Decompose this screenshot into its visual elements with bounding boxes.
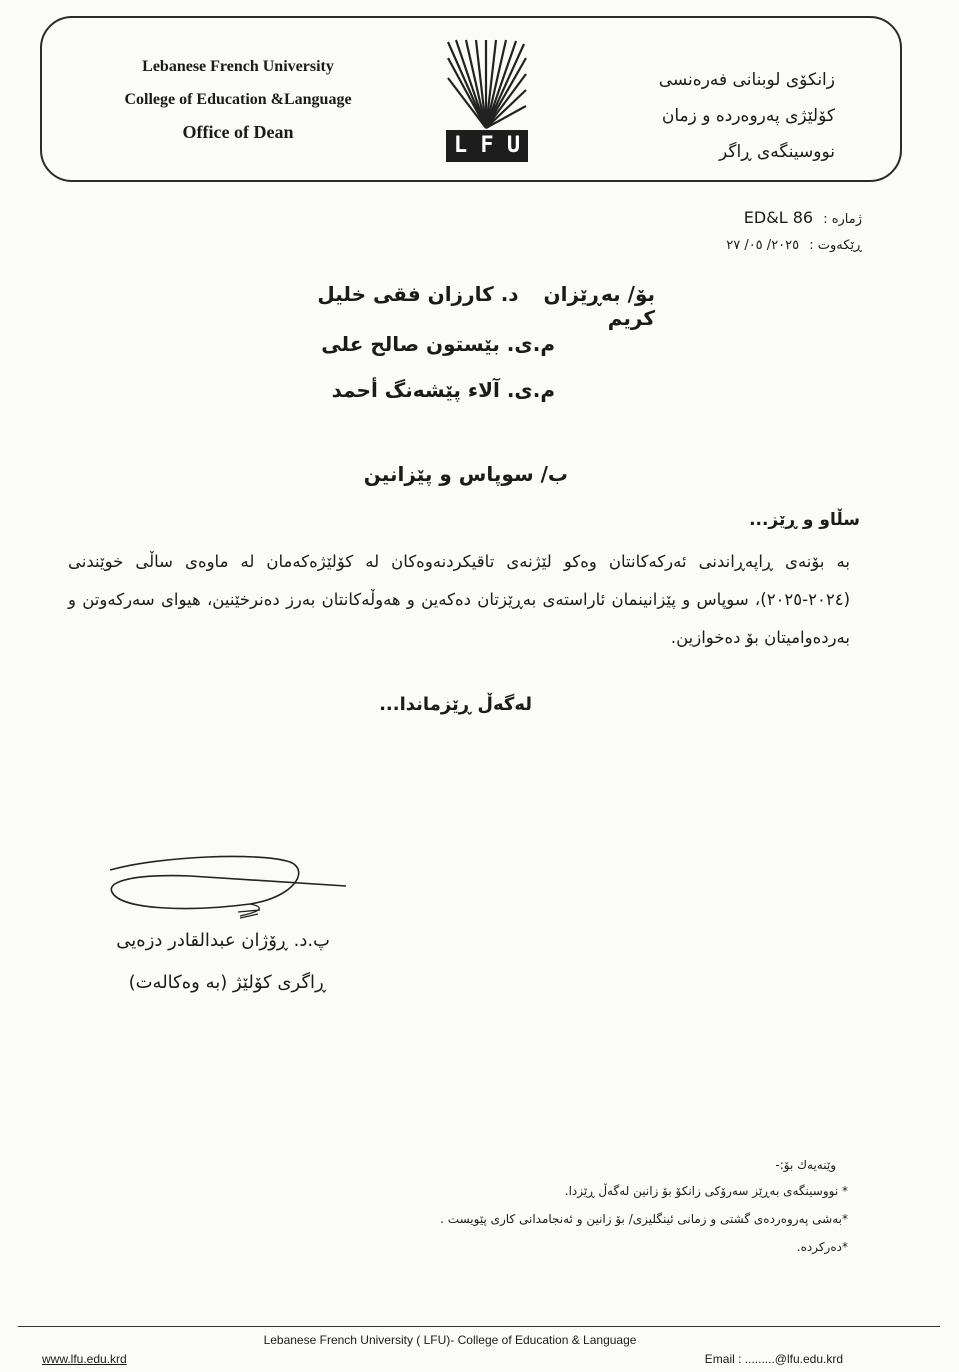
copy-item-1: * نووسینگەی بەڕێز سەرۆكی زانكۆ بۆ زانین لەگەڵ ڕێزدا. <box>564 1184 848 1198</box>
reference-number <box>640 208 862 227</box>
greeting: سڵاو و ڕێز... <box>749 510 860 530</box>
reference-date <box>640 238 862 253</box>
signatory-title: ڕاگری كۆلێژ (بە وەكالەت) <box>128 972 326 993</box>
footer-email: Email : .........@lfu.edu.krd <box>704 1352 843 1366</box>
footer-divider <box>18 1326 940 1327</box>
reference-number-label: ژمارە : <box>823 212 862 227</box>
reference-number-value: ED&L 86 <box>743 208 814 227</box>
closing: لەگەڵ ڕێزماندا... <box>379 694 532 715</box>
copy-item-2: *بەشی پەروەردەی گشتی و زمانی ئینگلیزی/ بۆ زانین و ئەنجامدانی كاری پێویست . <box>440 1212 848 1226</box>
recipient-2: م.ی. بێستون صالح علی <box>321 332 555 356</box>
recipient-3: م.ی. آلاء پێشەنگ أحمد <box>331 378 555 402</box>
signatory-name: پ.د. ڕۆژان عبدالقادر دزەیی <box>116 930 330 951</box>
letter-body: بە بۆنەی ڕاپەڕاندنی ئەركەكانتان وەكو لێژنەی تاقیكردنەوەكان لە كۆلێژەكەمان لە ماوەی ساڵی خوێندنی (٢٠٢٤-٢٠٢٥)، سوپاس و پێزانینمان ئاراستەی بەڕێزتان دەكەین و هەوڵەكانتان بەرز دەنرخێنین، هیوای سەركەوتن و بەردەوامیتان بۆ دەخوازین. <box>68 552 850 647</box>
recipients-first-line <box>290 282 655 330</box>
kurdish-college-name: كۆلێژی پەروەردە و زمان <box>661 106 835 126</box>
copies-heading: وێنەیەك بۆ:- <box>775 1158 836 1172</box>
recipients-label: بۆ/ بەڕێزان <box>543 282 655 306</box>
letterhead-english <box>80 50 396 149</box>
handwritten-signature <box>100 852 352 924</box>
kurdish-university-name: زانكۆی لوبنانی فەرەنسی <box>658 70 835 90</box>
reference-date-value: ٢٠٢٥/ ٠٥/ ٢٧ <box>726 238 800 253</box>
subject-line: ب/ سوپاس و پێزانین <box>363 462 568 486</box>
copy-item-3: *دەرکردە. <box>796 1240 848 1254</box>
english-university-name: Lebanese French University <box>142 58 334 75</box>
english-college-name: College of Education &Language <box>124 91 352 108</box>
footer-website[interactable]: www.lfu.edu.krd <box>42 1352 127 1366</box>
recipient-1: د. كارزان فقی خلیل كريم <box>317 282 655 330</box>
footer-line: Lebanese French University ( LFU)- College of Education & Language <box>263 1333 637 1347</box>
english-office-name: Office of Dean <box>182 122 294 142</box>
lfu-logo <box>446 38 528 164</box>
reference-date-label: ڕێكەوت : <box>809 238 862 253</box>
kurdish-office-name: نووسینگەی ڕاگر <box>718 142 835 162</box>
letterhead-kurdish <box>580 62 835 170</box>
lfu-logo-text: L F U <box>453 133 521 158</box>
